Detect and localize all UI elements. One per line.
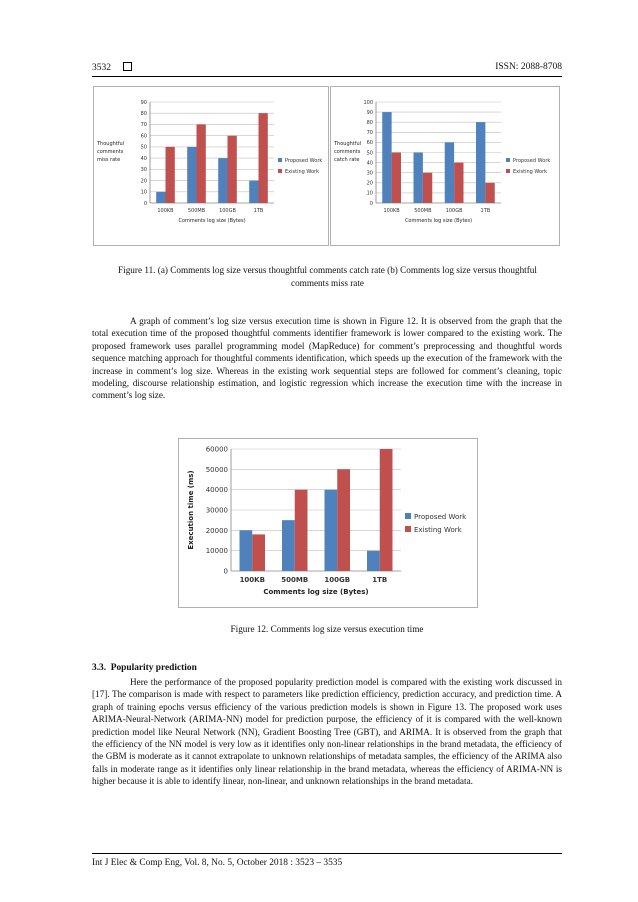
fig11a-legend-swatch-existing — [278, 169, 282, 173]
fig11a-ytick-label: 10 — [140, 189, 147, 196]
fig11a-ytick-label: 0 — [143, 200, 147, 207]
fig11a-bar-proposed-500MB — [187, 147, 196, 203]
fig12-ytick-label: 30000 — [205, 506, 228, 515]
fig12-bar-existing-500MB — [295, 490, 308, 571]
header-rule — [92, 76, 562, 77]
fig11b-bar-existing-1TB — [485, 183, 494, 203]
fig11b-y-axis-label-line: catch rate — [334, 157, 360, 163]
fig11a-bar-existing-100GB — [228, 136, 237, 203]
fig12-ytick-label: 50000 — [205, 465, 228, 474]
fig11b-x-axis-label: Comments log size (Bytes) — [404, 218, 473, 224]
page-number: 3532 — [92, 62, 132, 73]
fig12-ytick-label: 40000 — [205, 486, 228, 495]
section-number: 3.3. — [92, 663, 107, 673]
fig12-ytick-label: 0 — [223, 567, 228, 576]
fig11b-ytick-label: 40 — [366, 160, 373, 167]
fig12-bar-proposed-100KB — [240, 530, 253, 571]
footer-citation: Int J Elec & Comp Eng, Vol. 8, No. 5, October 2018 : 3523 – 3535 — [92, 858, 343, 868]
fig11b-bar-proposed-100KB — [382, 112, 391, 203]
fig11a-ytick-label: 30 — [140, 167, 147, 174]
fig12-x-axis-label: Comments log size (Bytes) — [263, 588, 369, 596]
fig11b-legend-label: Existing Work — [513, 169, 548, 175]
fig11a-bar-existing-500MB — [197, 124, 206, 203]
fig11a-bar-proposed-100GB — [218, 158, 227, 203]
fig11a-x-axis-label: Comments log size (Bytes) — [178, 218, 246, 224]
fig12-bar-existing-100KB — [252, 534, 265, 571]
fig11b-bar-existing-500MB — [423, 173, 432, 203]
fig11b-bar-proposed-500MB — [414, 153, 423, 204]
fig12-y-axis-label: Execution time (ms) — [187, 470, 195, 550]
fig12-bar-existing-100GB — [337, 469, 350, 571]
fig11b-y-axis-label-line: Thoughtful — [334, 141, 362, 147]
footer-rule — [92, 853, 562, 854]
fig12-legend-swatch-proposed — [405, 513, 411, 519]
fig12-xtick-label: 100KB — [239, 576, 265, 584]
fig11a-ytick-label: 90 — [140, 99, 147, 106]
fig12-ytick-label: 20000 — [205, 526, 228, 535]
section-title: Popularity prediction — [110, 663, 197, 673]
square-icon — [123, 62, 132, 71]
fig11a-y-axis-label-line: miss rate — [97, 157, 121, 163]
fig11b-ytick-label: 80 — [366, 119, 373, 126]
fig12-bar-proposed-500MB — [282, 520, 295, 571]
fig12-legend-label: Existing Work — [414, 526, 462, 534]
fig12-legend-swatch-existing — [405, 526, 411, 532]
fig11b-ytick-label: 30 — [366, 170, 373, 177]
fig11b-ytick-label: 60 — [366, 140, 373, 147]
fig11b-ytick-label: 90 — [366, 109, 373, 116]
fig11b-xtick-label: 500MB — [414, 208, 432, 214]
fig11b-bar-proposed-1TB — [476, 122, 485, 203]
fig11b-ytick-label: 10 — [366, 190, 373, 197]
fig11a-bar-proposed-100KB — [156, 192, 165, 203]
fig11a-legend-swatch-proposed — [278, 158, 282, 162]
fig11a-bar-existing-1TB — [259, 113, 268, 203]
fig11b-bar-existing-100KB — [392, 153, 401, 204]
fig11a-ytick-label: 40 — [140, 155, 147, 162]
fig11b-xtick-label: 100GB — [445, 208, 463, 214]
fig11b-ytick-label: 20 — [366, 180, 373, 187]
fig11a-ytick-label: 60 — [140, 133, 147, 140]
fig11b-ytick-label: 0 — [369, 200, 373, 207]
fig12-xtick-label: 100GB — [324, 576, 351, 584]
fig11a-y-axis-label-line: comments — [97, 149, 124, 155]
body-paragraph-2: Here the performance of the proposed popularity prediction model is compared with the existing work discussed in [17]. The comparison is made with respect to parameters like prediction efficiency, prediction accuracy, and prediction time. A graph of training epochs versus efficiency of the various prediction models is shown in Figure 13. The proposed work uses ARIMA-Neural-Network (ARIMA-NN) model for prediction purpose, the efficiency of it is compared with the well-known prediction model like Neural Network (NN), Gradient Boosting Tree (GBT), and ARIMA. It is observed from the graph that the efficiency of the NN model is very low as it identifies only non-linear relationships in the brand metadata, the efficiency of the GBM is moderate as it cannot extrapolate to unknown relationships of metadata samples, the efficiency of the ARIMA also falls in moderate range as it identifies only linear relationship in the brand metadata, whereas the efficiency of ARIMA-NN is higher because it is able to identify linear, non-linear, and unknown relationships in the brand metadata. — [92, 677, 562, 787]
fig11a-y-axis-label-line: Thoughtful — [97, 141, 125, 147]
fig12-xtick-label: 500MB — [281, 576, 309, 584]
fig11b-ytick-label: 100 — [363, 99, 373, 106]
fig11b-bar-proposed-100GB — [445, 142, 454, 203]
fig11a-bar-existing-100KB — [166, 147, 175, 203]
fig11a-xtick-label: 100KB — [157, 208, 174, 214]
body-paragraph-1: A graph of comment’s log size versus execution time is shown in Figure 12. It is observed from the graph that the total execution time of the proposed thoughtful comments identifier framework is lower compared to the existing work. The proposed framework uses parallel programming model (MapReduce) for comment’s preprocessing and thoughtful words sequence matching approach for thoughtful comments identification, which speeds up the execution of the framework with the increase in comment’s log size. Whereas in the existing work sequential steps are followed for comment’s cleaning, topic modeling, discourse relationship estimation, and logistic regression which increase the execution time with the increase in comment’s log size. — [92, 316, 562, 401]
fig11b-legend-swatch-existing — [506, 169, 510, 173]
fig11a-legend-label: Proposed Work — [285, 158, 323, 164]
fig11a-ytick-label: 80 — [140, 110, 147, 117]
fig12-bar-proposed-100GB — [325, 490, 338, 571]
fig11a-ytick-label: 50 — [140, 144, 147, 151]
fig12-ytick-label: 60000 — [205, 445, 228, 454]
fig11b-y-axis-label-line: comments — [334, 149, 361, 155]
fig12-legend-label: Proposed Work — [414, 513, 467, 521]
figure12-svg — [179, 439, 477, 607]
figure11-caption: Figure 11. (a) Comments log size versus thoughtful comments catch rate (b) Comments log size versus thoughtful comments miss rate — [118, 265, 537, 288]
figure11b-chart — [330, 86, 560, 246]
fig11a-bar-proposed-1TB — [249, 181, 258, 203]
figure12-chart — [178, 438, 478, 608]
fig11b-legend-swatch-proposed — [506, 158, 510, 162]
fig12-bar-existing-1TB — [380, 449, 393, 571]
fig11b-xtick-label: 1TB — [480, 208, 491, 214]
fig12-ytick-label: 10000 — [205, 547, 228, 556]
fig12-xtick-label: 1TB — [372, 576, 388, 584]
fig11b-bar-existing-100GB — [454, 163, 463, 203]
fig11a-legend-label: Existing Work — [285, 169, 320, 175]
figure11b-svg — [331, 87, 559, 245]
fig12-bar-proposed-1TB — [367, 551, 380, 571]
figure11a-svg — [94, 87, 328, 245]
fig11a-xtick-label: 500MB — [187, 208, 206, 214]
fig11b-ytick-label: 50 — [366, 150, 373, 157]
fig11b-xtick-label: 100KB — [383, 208, 400, 214]
issn: ISSN: 2088-8708 — [495, 62, 562, 72]
fig11a-ytick-label: 20 — [140, 178, 147, 185]
figure11a-chart — [93, 86, 329, 246]
fig11a-xtick-label: 100GB — [219, 208, 236, 214]
fig11b-ytick-label: 70 — [366, 130, 373, 137]
section-heading — [92, 663, 197, 673]
fig11a-ytick-label: 70 — [140, 122, 147, 129]
figure12-caption: Figure 12. Comments log size versus execution time — [230, 624, 424, 634]
fig11b-legend-label: Proposed Work — [513, 158, 551, 164]
fig11a-xtick-label: 1TB — [253, 208, 264, 214]
